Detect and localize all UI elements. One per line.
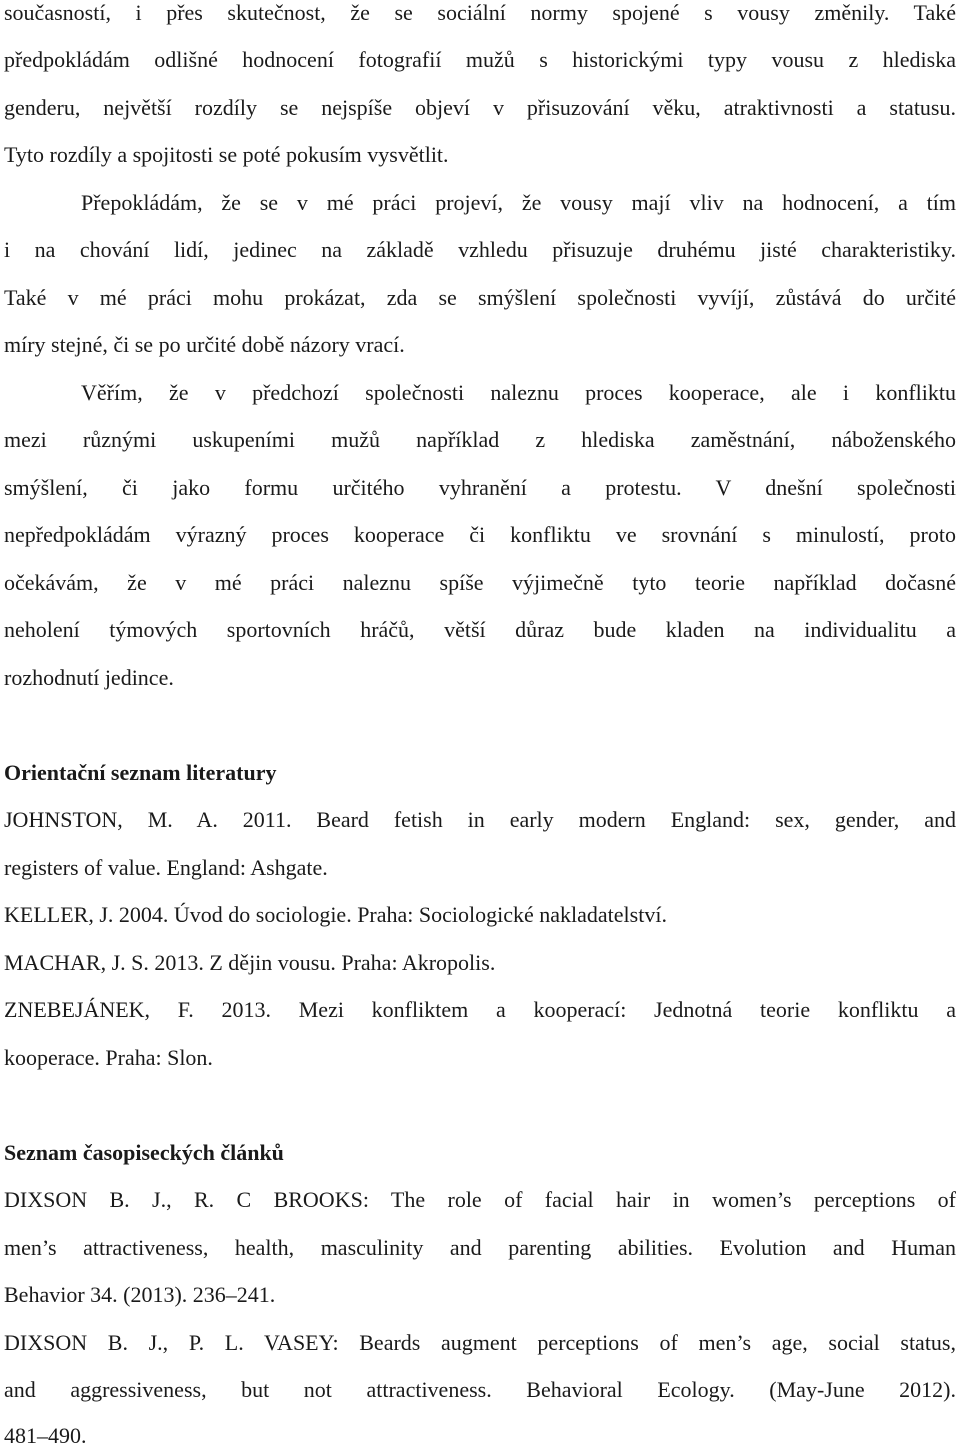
literature-entry-line: ZNEBEJÁNEK, F. 2013. Mezi konfliktem a kooperací: Jednotná teorie konfliktu a [4, 997, 956, 1022]
paragraph-3-line: mezi různými uskupeními mužů například z hlediska zaměstnání, náboženského [4, 427, 956, 452]
paragraph-3-line: očekávám, že v mé práci naleznu spíše výjimečně tyto teorie například dočasné [4, 570, 956, 595]
article-entry-line: 481–490. [4, 1423, 87, 1448]
paragraph-1-line: Tyto rozdíly a spojitosti se poté pokusím vysvětlit. [4, 142, 449, 167]
paragraph-3-line: nepředpokládám výrazný proces kooperace či konfliktu ve srovnání s minulostí, proto [4, 522, 956, 547]
paragraph-1-line: předpokládám odlišné hodnocení fotografií mužů s historickými typy vousu z hlediska [4, 47, 956, 72]
literature-entry-line: MACHAR, J. S. 2013. Z dějin vousu. Praha: Akropolis. [4, 950, 496, 975]
literature-heading: Orientační seznam literatury [4, 760, 277, 785]
paragraph-1-line: současností, i přes skutečnost, že se sociální normy spojené s vousy změnily. Také [4, 0, 956, 25]
paragraph-3-line: rozhodnutí jedince. [4, 665, 174, 690]
article-entry-line: DIXSON B. J., P. L. VASEY: Beards augment perceptions of men’s age, social status, [4, 1330, 956, 1355]
article-entry-line: and aggressiveness, but not attractiveness. Behavioral Ecology. (May-June 2012). [4, 1377, 956, 1402]
article-entry-line: DIXSON B. J., R. C BROOKS: The role of facial hair in women’s perceptions of [4, 1187, 956, 1212]
articles-heading: Seznam časopiseckých článků [4, 1140, 284, 1165]
literature-entry-line: registers of value. England: Ashgate. [4, 855, 328, 880]
article-entry-line: Behavior 34. (2013). 236–241. [4, 1282, 276, 1307]
paragraph-3-line: neholení týmových sportovních hráčů, větší důraz bude kladen na individualitu a [4, 617, 956, 642]
paragraph-3-line: Věřím, že v předchozí společnosti naleznu proces kooperace, ale i konfliktu [81, 380, 956, 405]
paragraph-2-line: míry stejné, či se po určité době názory vrací. [4, 332, 405, 357]
literature-entry-line: JOHNSTON, M. A. 2011. Beard fetish in early modern England: sex, gender, and [4, 807, 956, 832]
paragraph-2-line: Také v mé práci mohu prokázat, zda se smýšlení společnosti vyvíjí, zůstává do určité [4, 285, 956, 310]
paragraph-2-line: Přepokládám, že se v mé práci projeví, že vousy mají vliv na hodnocení, a tím [81, 190, 956, 215]
literature-entry-line: kooperace. Praha: Slon. [4, 1045, 213, 1070]
literature-entry-line: KELLER, J. 2004. Úvod do sociologie. Praha: Sociologické nakladatelství. [4, 902, 667, 927]
article-entry-line: men’s attractiveness, health, masculinity and parenting abilities. Evolution and Human [4, 1235, 956, 1260]
paragraph-2-line: i na chování lidí, jedinec na základě vzhledu přisuzuje druhému jisté charakteristiky. [4, 237, 956, 262]
paragraph-1-line: genderu, největší rozdíly se nejspíše objeví v přisuzování věku, atraktivnosti a statusu. [4, 95, 956, 120]
paragraph-3-line: smýšlení, či jako formu určitého vyhranění a protestu. V dnešní společnosti [4, 475, 956, 500]
